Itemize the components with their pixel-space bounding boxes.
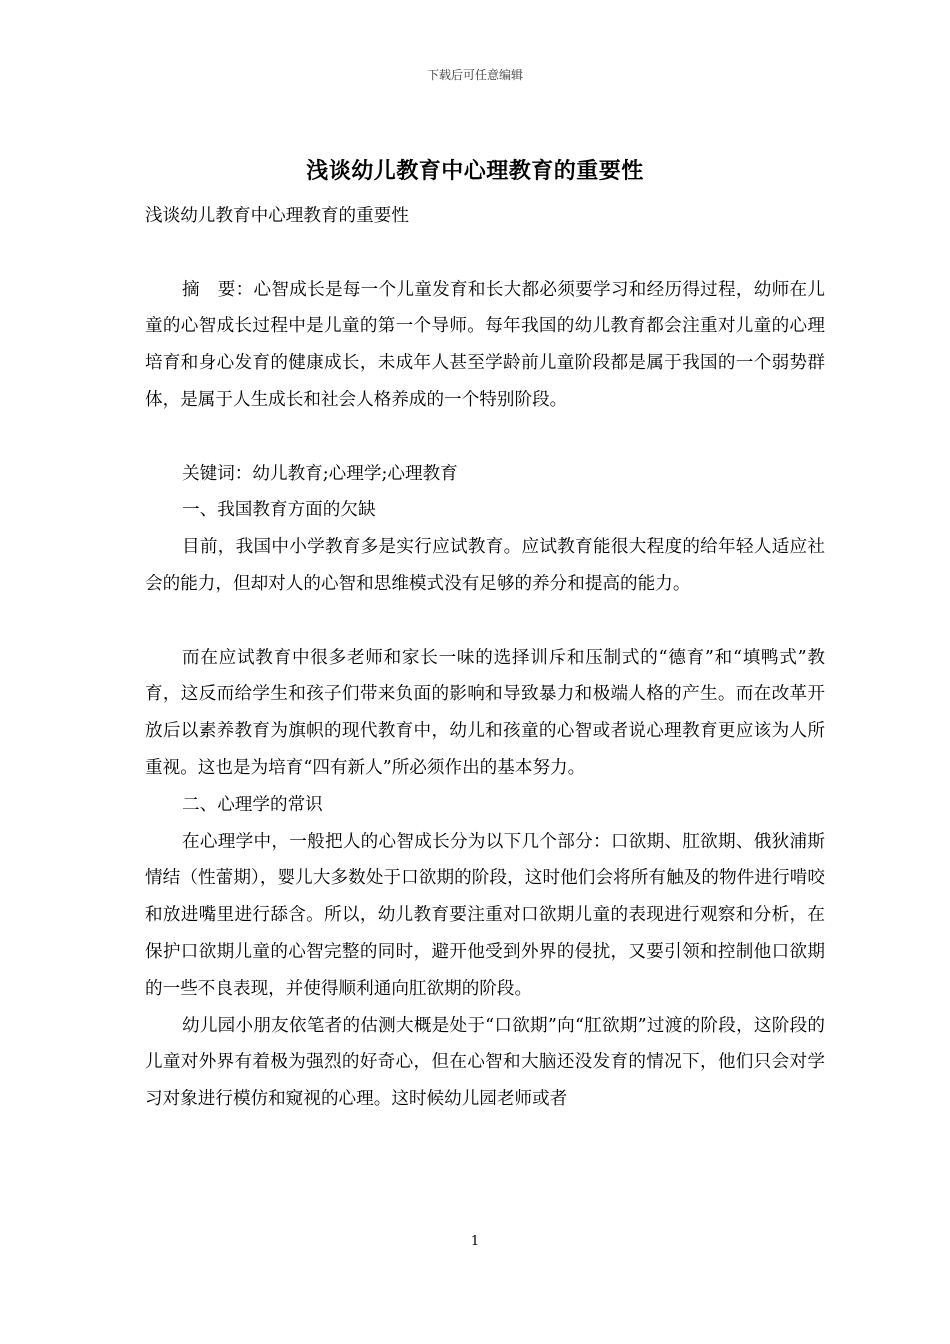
body-paragraph: 幼儿园小朋友依笔者的估测大概是处于“口欲期”向“肛欲期”过渡的阶段，这阶段的儿童对外界有着极为强烈的好奇心，但在心智和大脑还没发育的情况下，他们只会对学习对象进行模仿和窥视的心理。这时候幼儿园老师或者	[145, 1015, 825, 1110]
spacer	[145, 235, 825, 272]
section-heading-2: 二、心理学的常识	[182, 794, 323, 815]
subtitle: 浅谈幼儿教育中心理教育的重要性	[145, 206, 409, 226]
document-body	[145, 198, 825, 1118]
keywords-line: 关键词：幼儿教育;心理学;心理教育	[182, 463, 458, 484]
section-heading-1: 一、我国教育方面的欠缺	[182, 500, 376, 521]
page-number: 1	[470, 1234, 480, 1249]
body-paragraph: 目前，我国中小学教育多是实行应试教育。应试教育能很大程度的给年轻人适应社会的能力，但却对人的心智和思维模式没有足够的养分和提高的能力。	[145, 537, 825, 594]
document-title: 浅谈幼儿教育中心理教育的重要性	[306, 158, 644, 184]
body-paragraph: 在心理学中，一般把人的心智成长分为以下几个部分：口欲期、肛欲期、俄狄浦斯情结（性蕾期），婴儿大多数处于口欲期的阶段，这时他们会将所有触及的物件进行啃咬和放进嘴里进行舔含。所以，幼儿教育要注重对口欲期儿童的表现进行观察和分析，在保护口欲期儿童的心智完整的同时，避开他受到外界的侵扰，又要引领和控制他口欲期的一些不良表现，并使得顺利通向肛欲期的阶段。	[145, 831, 825, 999]
body-paragraph: 而在应试教育中很多老师和家长一味的选择训斥和压制式的“德育”和“填鸭式”教育，这反而给学生和孩子们带来负面的影响和导致暴力和极端人格的产生。而在改革开放后以素养教育为旗帜的现代教育中，幼儿和孩童的心智或者说心理教育更应该为人所重视。这也是为培育“四有新人”所必须作出的基本努力。	[145, 647, 825, 778]
spacer	[145, 603, 825, 640]
page-header-note: 下载后可任意编辑	[426, 68, 523, 82]
spacer	[145, 419, 825, 456]
abstract-paragraph: 摘 要：心智成长是每一个儿童发育和长大都必须要学习和经历得过程，幼师在儿童的心智成长过程中是儿童的第一个导师。每年我国的幼儿教育都会注重对儿童的心理培育和身心发育的健康成长，未成年人甚至学龄前儿童阶段都是属于我国的一个弱势群体，是属于人生成长和社会人格养成的一个特别阶段。	[145, 279, 825, 410]
